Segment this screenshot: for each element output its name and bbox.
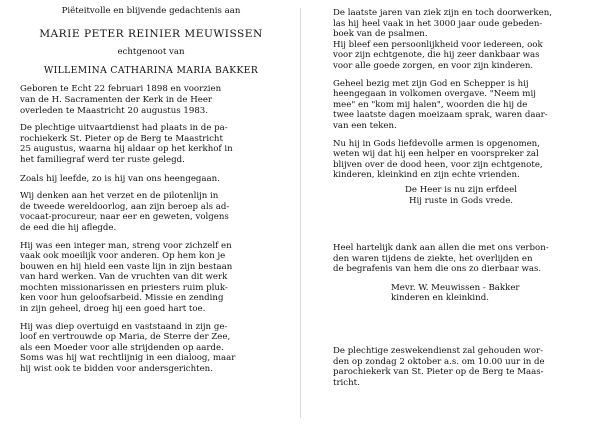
text-line: De Heer is nu zijn erfdeel [405, 184, 517, 195]
text-line: boek van de psalmen. [333, 29, 428, 40]
text-line: Hij ruste in Gods vrede. [408, 195, 514, 206]
text-line: van de H. Sacramenten der Kerk in de Heer [20, 94, 213, 105]
text-line: Hij bleef een persoonlijkheid voor iedereen, ook [333, 39, 543, 50]
text-line: heengegaan in volkomen overgave. "Neem mij [333, 89, 536, 100]
text-line: Hij was een integer man, streng voor zichzelf en [20, 240, 232, 251]
text-line: van hard werken. Van de vruchten van dit werk [20, 272, 228, 283]
text-line: de tweede wereldoorlog, aan zijn beroep als ad- [20, 201, 230, 212]
text-line: Soms was hij wat rechtlijnig in een dialoog, maar [20, 353, 236, 364]
text-line: van een teken. [333, 120, 397, 131]
text-line: rochiekerk St. Pieter op de Berg te Maastricht [20, 133, 223, 144]
text-line: hij wist ook te bidden voor andersgerichten. [20, 364, 213, 375]
text-line: kinderen en kleinkind. [391, 293, 489, 304]
text-line: den op zondag 2 oktober a.s. om 10.00 uur in de [333, 356, 545, 367]
text-line: vaak ook moeilijk voor anderen. Op hem kon je [20, 251, 226, 262]
text-line: voor alle goede zorgen, en voor zijn kinderen. [333, 60, 534, 71]
text-line: bouwen en hij hield een vaste lijn in zijn bestaan [20, 261, 233, 272]
text-line: den waren tijdens de ziekte, het overlijden en [333, 253, 533, 264]
text-line: De plechtige uitvaartdienst had plaats in de pa- [20, 123, 228, 134]
text-line: weten wij dat hij een helper en voorspreker zal [333, 149, 539, 160]
text-line: Nu hij in Gods liefdevolle armen is opgenomen, [333, 138, 540, 149]
closing-verse [333, 185, 589, 206]
text-line: parochiekerk van St. Pieter op de Berg te Maas- [333, 367, 544, 378]
text-line: De laatste jaren van ziek zijn en toch doorwerken, [333, 8, 552, 18]
right-column [333, 0, 589, 388]
resistance-paragraph [20, 191, 282, 233]
text-line: Hij was diep overtuigd en vaststaand in zijn ge- [20, 321, 228, 332]
last-years-paragraph [333, 8, 589, 72]
text-line: las hij heel vaak in het 3000 jaar oude gebeden- [333, 18, 543, 29]
memorial-mass-paragraph [333, 346, 589, 388]
surrender-paragraph [333, 79, 589, 132]
signature-block [333, 283, 589, 304]
text-line: in zijn geheel, droeg hij een goed hart toe. [20, 304, 206, 315]
deceased-name: MARIE PETER REINIER MEUWISSEN [39, 27, 263, 40]
spouse-name: WILLEMINA CATHARINA MARIA BAKKER [43, 64, 259, 76]
text-line: de eed die hij aflegde. [20, 222, 117, 233]
text-line: Zoals hij leefde, zo is hij van ons heengegaan. [20, 173, 220, 184]
left-column [20, 0, 282, 375]
helper-paragraph [333, 139, 589, 181]
text-line: twee laatste dagen moeizaam sprak, waren daar- [333, 110, 548, 121]
text-line: voor zijn echtgenote, die hij zeer dankbaar was [333, 50, 540, 61]
text-line: mee" en "kom mij halen", woorden die hij de [333, 99, 528, 110]
text-line: Mevr. W. Meuwissen - Bakker [391, 282, 520, 293]
text-line: kinderen, kleinkind en zijn echte vrienden. [333, 170, 520, 181]
text-line: De plechtige zeswekendienst zal gehouden wor- [333, 346, 544, 357]
birth-death-paragraph [20, 84, 282, 116]
text-line: als een Moeder voor alle strijdenden op aarde. [20, 342, 224, 353]
column-divider [300, 8, 301, 418]
text-line: ken voor hun geloofsarbeid. Missie en zending [20, 293, 224, 304]
spouse-label: echtgenoot van [117, 47, 185, 58]
text-line: Geheel bezig met zijn God en Schepper is hij [333, 78, 529, 89]
text-line: mochten missionarissen en priesters ruim pluk- [20, 282, 228, 293]
text-line: het familiegraf werd ter ruste gelegd. [20, 154, 185, 165]
funeral-paragraph [20, 123, 282, 165]
text-line: Heel hartelijk dank aan allen die met ons verbon- [333, 243, 549, 254]
text-line: Wij denken aan het verzet en de pilotenlijn in [20, 191, 219, 202]
thanks-paragraph [333, 243, 589, 275]
text-line: vocaat-procureur, naar eer en geweten, volgens [20, 212, 229, 223]
text-line: de begrafenis van hem die ons zo dierbaar was. [333, 264, 542, 275]
life-paragraph [20, 174, 282, 185]
text-line: overleden te Maastricht 20 augustus 1983. [20, 105, 208, 116]
character-paragraph [20, 241, 282, 315]
text-line: 25 augustus, waarna hij aldaar op het kerkhof in [20, 144, 233, 155]
text-line: blijven over de dood heen, voor zijn echtgenote, [333, 159, 543, 170]
intro-line: Piëteitvolle en blijvende gedachtenis aan [61, 6, 241, 16]
text-line: Geboren te Echt 22 februari 1898 en voorzien [20, 84, 222, 95]
text-line: loof en vertrouwde op Maria, de Sterre der Zee, [20, 332, 231, 343]
text-line: tricht. [333, 377, 360, 388]
faith-paragraph [20, 322, 282, 375]
